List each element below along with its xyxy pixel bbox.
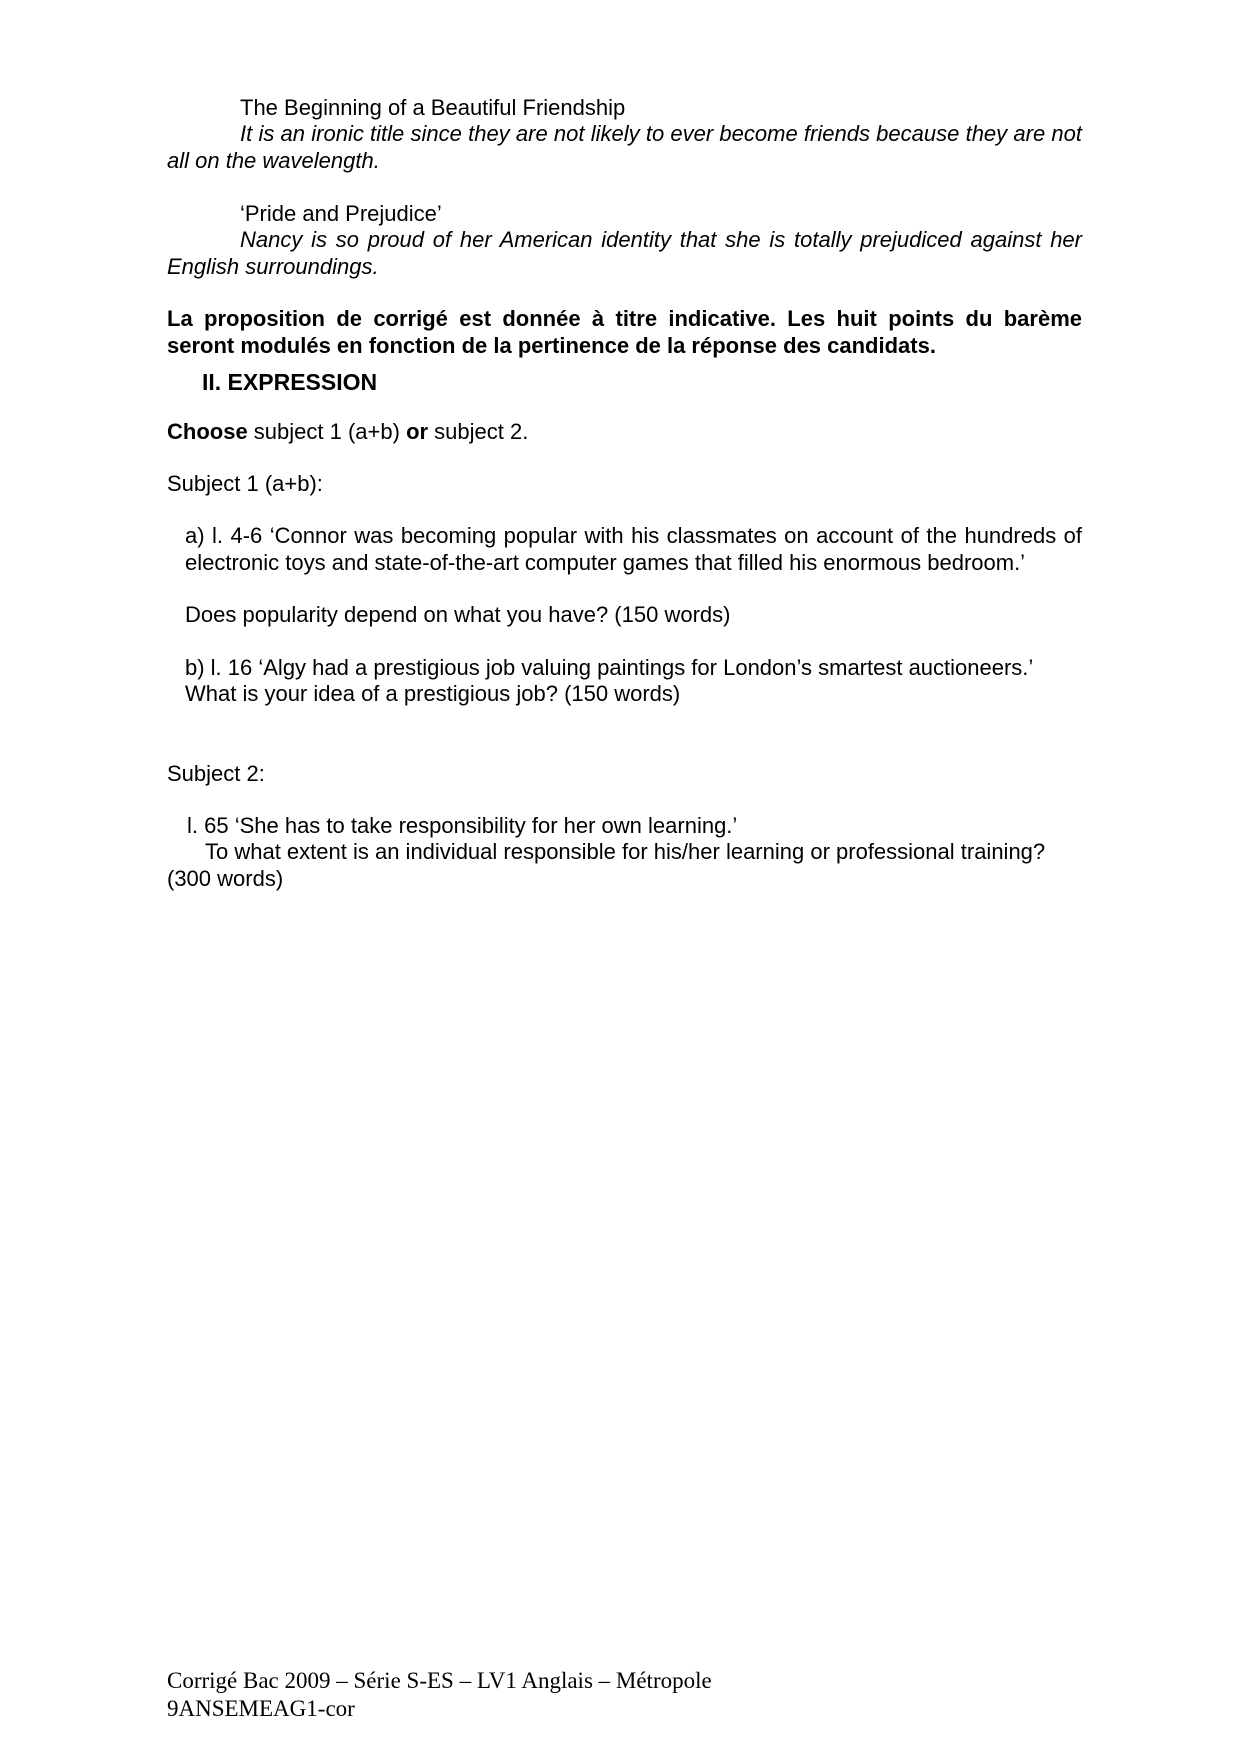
subject1-label: Subject 1 (a+b): (167, 471, 323, 496)
section-heading: II. EXPRESSION (202, 369, 378, 395)
subject1b-quote: b) l. 16 ‘Algy had a prestigious job valuing paintings for London’s smartest auctioneers.’ (185, 655, 1034, 680)
choose-end: subject 2. (428, 419, 529, 444)
page-footer (167, 1667, 712, 1723)
grading-note: La proposition de corrigé est donnée à titre indicative. Les huit points du barème seront modulés en fonction de la pertinence de la réponse des candidats. (167, 306, 1082, 358)
subject1a-question: Does popularity depend on what you have? (150 words) (185, 602, 731, 627)
or-word: or (406, 419, 429, 444)
friendship-title: The Beginning of a Beautiful Friendship (240, 95, 626, 120)
subject2-label: Subject 2: (167, 761, 265, 786)
friendship-answer: It is an ironic title since they are not likely to ever become friends because they are not all on the wavelength. (167, 121, 1082, 173)
subject1b-question: What is your idea of a prestigious job? (150 words) (185, 681, 681, 706)
subject1a-quote: a) l. 4-6 ‘Connor was becoming popular with his classmates on account of the hundreds of electronic toys and state-of-the-art computer games that filled his enormous bedroom.’ (185, 523, 1082, 575)
footer-line-1: Corrigé Bac 2009 – Série S-ES – LV1 Anglais – Métropole (167, 1668, 712, 1693)
choose-mid: subject 1 (a+b) (247, 419, 407, 444)
choose-line (167, 419, 1082, 446)
pride-answer: Nancy is so proud of her American identity that she is totally prejudiced against her English surroundings. (167, 227, 1082, 279)
subject2-question: To what extent is an individual responsible for his/her learning or professional training? (300 words) (167, 839, 1046, 891)
pride-title: ‘Pride and Prejudice’ (240, 201, 442, 226)
subject2-quote: l. 65 ‘She has to take responsibility for her own learning.’ (187, 813, 738, 838)
choose-word: Choose (167, 419, 248, 444)
footer-line-2: 9ANSEMEAG1-cor (167, 1696, 355, 1721)
